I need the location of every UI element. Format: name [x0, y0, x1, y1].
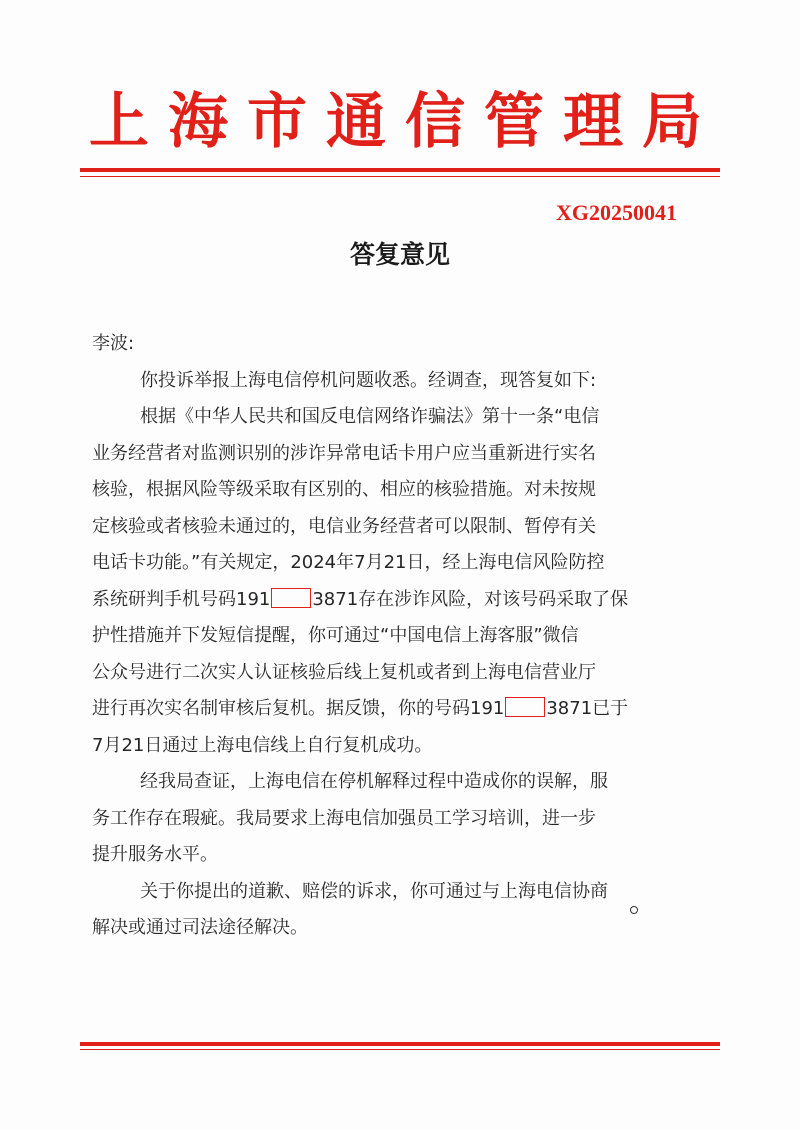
paragraph-line: 定核验或者核验未通过的，电信业务经营者可以限制、暂停有关: [92, 515, 596, 537]
footer-rule-thick: [80, 1042, 720, 1046]
ink-mark: [630, 906, 638, 914]
paragraph-line-with-redaction: [92, 582, 722, 619]
redaction-box: [505, 697, 545, 717]
letterhead-rule-thin: [80, 176, 720, 177]
paragraph-line: 经我局查证，上海电信在停机解释过程中造成你的误解，服: [140, 771, 608, 792]
paragraph-line: 护性措施并下发短信提醒，你可通过“中国电信上海客服”微信: [92, 625, 579, 646]
paragraph-line: 电话卡功能。”有关规定，2024年7月21日，经上海电信风险防控: [92, 552, 605, 573]
document-body: [92, 326, 722, 947]
paragraph-line: 提升服务水平。: [92, 844, 218, 865]
letterhead-title: 上海市通信管理局: [89, 87, 721, 157]
phone-prefix-text: 进行再次实名制审核后复机。据反馈，你的号码191: [92, 698, 505, 719]
redaction-box: [271, 588, 311, 608]
paragraph-line: 业务经营者对监测识别的涉诈异常电话卡用户应当重新进行实名: [92, 442, 596, 464]
paragraph-line: 解决或通过司法途径解决。: [92, 917, 308, 938]
paragraph-line: 7月21日通过上海电信线上自行复机成功。: [92, 734, 433, 756]
paragraph-line-with-redaction: [92, 691, 722, 728]
paragraph-line: 公众号进行二次实人认证核验后线上复机或者到上海电信营业厅: [92, 661, 596, 683]
letterhead-rule-thick: [80, 168, 720, 172]
document-heading: 答复意见: [349, 240, 450, 269]
phone-suffix-text: 3871存在涉诈风险，对该号码采取了保: [312, 588, 629, 610]
phone-prefix-text: 系统研判手机号码191: [92, 588, 271, 610]
paragraph-line: 务工作存在瑕疵。我局要求上海电信加强员工学习培训，进一步: [92, 807, 596, 829]
paragraph-line: 关于你提出的道歉、赔偿的诉求，你可通过与上海电信协商: [140, 880, 608, 902]
footer-rule-thin: [80, 1049, 720, 1050]
paragraph-line: 你投诉举报上海电信停机问题收悉。经调查，现答复如下:: [140, 369, 597, 391]
document-number: XG20250041: [556, 200, 677, 225]
phone-suffix-text: 3871已于: [546, 698, 629, 719]
paragraph-line: 根据《中华人民共和国反电信网络诈骗法》第十一条“电信: [140, 406, 600, 427]
paragraph-line: 核验，根据风险等级采取有区别的、相应的核验措施。对未按规: [92, 479, 596, 500]
salutation: 李波:: [92, 333, 135, 354]
